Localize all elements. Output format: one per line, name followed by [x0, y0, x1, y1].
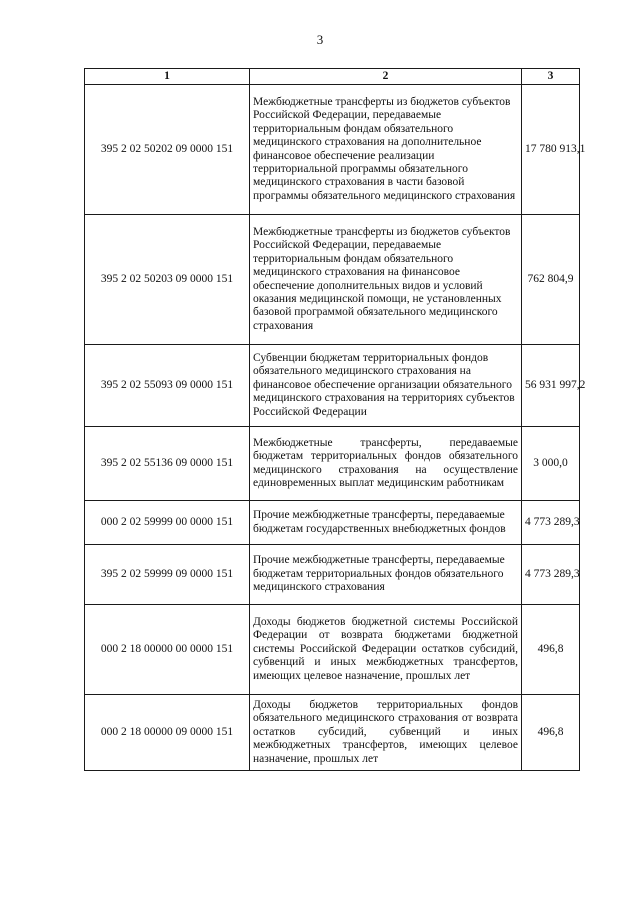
amount-cell: 3 000,0 — [522, 427, 580, 501]
amount-cell: 4 773 289,3 — [522, 545, 580, 605]
table-row — [85, 215, 580, 345]
amount-cell: 17 780 913,1 — [522, 85, 580, 215]
amount-cell: 762 804,9 — [522, 215, 580, 345]
description-cell: Межбюджетные трансферты, передаваемые бюджетам территориальных фондов обязательного медицинского страхования на осуществление единовременных выплат медицинским работникам — [250, 427, 522, 501]
table-header-row — [85, 69, 580, 85]
page-number: 3 — [316, 32, 324, 47]
budget-code-cell: 000 2 18 00000 00 0000 151 — [85, 605, 250, 695]
description-cell: Доходы бюджетов бюджетной системы Российской Федерации от возврата бюджетами бюджетной системы Российской Федерации остатков субсидий, субвенций и иных межбюджетных трансфертов, имеющих целевое назначение, прошлых лет — [250, 605, 522, 695]
description-cell: Субвенции бюджетам территориальных фондов обязательного медицинского страхования на финансовое обеспечение организации обязательного медицинского страхования на территориях субъектов Российской Федерации — [250, 345, 522, 427]
description-cell: Прочие межбюджетные трансферты, передаваемые бюджетам государственных внебюджетных фондов — [250, 501, 522, 545]
budget-code-cell: 000 2 18 00000 09 0000 151 — [85, 695, 250, 771]
column-header-1: 1 — [85, 69, 250, 85]
table-row — [85, 345, 580, 427]
budget-code-cell: 395 2 02 50203 09 0000 151 — [85, 215, 250, 345]
table-row — [85, 85, 580, 215]
column-header-3: 3 — [522, 69, 580, 85]
description-cell: Доходы бюджетов территориальных фондов обязательного медицинского страхования от возврата остатков субсидий, субвенций и иных межбюджетных трансфертов, имеющих целевое назначение, прошлых лет — [250, 695, 522, 771]
table-row — [85, 501, 580, 545]
table-row — [85, 545, 580, 605]
amount-cell: 4 773 289,3 — [522, 501, 580, 545]
description-cell: Прочие межбюджетные трансферты, передаваемые бюджетам территориальных фондов обязательного медицинского страхования — [250, 545, 522, 605]
budget-revenue-table — [84, 68, 586, 771]
budget-code-cell: 395 2 02 55136 09 0000 151 — [85, 427, 250, 501]
table-row — [85, 605, 580, 695]
table-row — [85, 427, 580, 501]
budget-code-cell: 395 2 02 59999 09 0000 151 — [85, 545, 250, 605]
amount-cell: 496,8 — [522, 695, 580, 771]
budget-code-cell: 395 2 02 50202 09 0000 151 — [85, 85, 250, 215]
table-row — [85, 695, 580, 771]
budget-code-cell: 000 2 02 59999 00 0000 151 — [85, 501, 250, 545]
amount-cell: 56 931 997,2 — [522, 345, 580, 427]
amount-cell: 496,8 — [522, 605, 580, 695]
budget-code-cell: 395 2 02 55093 09 0000 151 — [85, 345, 250, 427]
description-cell: Межбюджетные трансферты из бюджетов субъектов Российской Федерации, передаваемые территориальным фондам обязательного медицинского страхования на финансовое обеспечение дополнительных видов и условий оказания медицинской помощи, не установленных базовой программой обязательного медицинского страхования — [250, 215, 522, 345]
column-header-2: 2 — [250, 69, 522, 85]
description-cell: Межбюджетные трансферты из бюджетов субъектов Российской Федерации, передаваемые территориальным фондам обязательного медицинского страхования на дополнительное финансовое обеспечение реализации территориальной программы обязательного медицинского страхования в части базовой программы обязательного медицинского страхования — [250, 85, 522, 215]
